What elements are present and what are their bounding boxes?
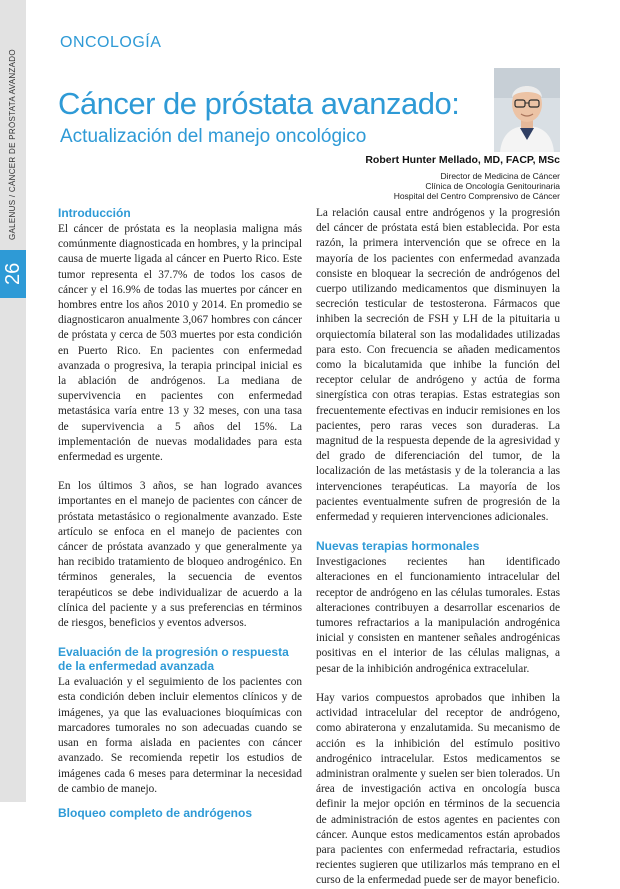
heading-nuevas-terapias: Nuevas terapias hormonales <box>316 539 480 554</box>
paragraph: La relación causal entre andrógenos y la progresión del cáncer de próstata está bien establecida. Por esta razón, la primera intervención que se ofrece en la mayoría de los pacientes con enfermedad avanzada consiste en bloquear la secreción de andrógenos del cuerpo utilizando medicamentos que disminuyen la secreción testicular de testosterona. Fármacos que inhiben la secreción de FSH y LH de la pituitaria u orquiectomía bilateral son las modalidades utilizadas para esto. Con frecuencia se añaden medicamentos como la bicalutamida que inhibe la función del receptor celular de andrógeno y actúa de forma sinergística con otras terapias. Estas estrategias son frecuentemente efectivas en inducir remisiones en los pacientes, pero raras veces son duraderas. La magnitud de la respuesta depende de la agresividad y del grado de diferenciación del tumor, de la localización de las metástasis y de la tolerancia a las intervenciones terapéuticas. La mayoría de los pacientes eventualmente sufren de progresión de la enfermedad y requieren intervenciones adicionales. <box>316 207 560 524</box>
paragraph: Hay varios compuestos aprobados que inhiben la actividad intracelular del receptor de andrógeno, como abiraterona y enzalutamida. Su mecanismo de acción es la inhibición del estímulo positivo androgénico intracelular. Estos medicamentos se administran oralmente y suelen ser bien tolerados. Un área de investigación activa en oncología busca definir la mejor opción en términos de la secuencia de administración de estos agentes en pacientes con cáncer. Aunque estos medicamentos están aprobados para pacientes con enfermedad refractaria, estudios recientes sugieren que utilizarlos más temprano en el curso de la enfermedad puede ser de mayor beneficio. <box>316 691 560 887</box>
author-photo <box>494 68 560 152</box>
author-role: Hospital del Centro Comprensivo de Cáncer <box>393 191 560 201</box>
author-role: Clínica de Oncología Genitourinaria <box>425 181 560 191</box>
heading-bloqueo: Bloqueo completo de andrógenos <box>58 805 253 820</box>
page-number: 26 <box>2 262 24 286</box>
running-header: GALENUS / CÁNCER DE PRÓSTATA AVANZADO <box>8 49 17 240</box>
heading-introduccion: Introducción <box>58 206 131 220</box>
section-label: ONCOLOGÍA <box>60 34 162 51</box>
paragraph: El cáncer de próstata es la neoplasia maligna más comúnmente diagnosticada en hombres, y la principal causa de muerte ligada al cáncer en Puerto Rico. Este tumor representa el 37.7% de todos los casos de cáncer y el 16.9% de todas las muertes por cáncer en hombres entre los años 2010 y 2014. En promedio se diagnosticaron anualmente 3,067 hombres con cáncer de próstata y cerca de 503 muertes por esta condición en Puerto Rico. En pacientes con enfermedad avanzada o progresiva, la terapia principal inicial es la ablación de andrógenos. La mediana de supervivencia en pacientes con enfermedad metastásica varía entre 13 y 32 meses, con una tasa de supervivencia a 5 años del 15%. La implementación de nuevas modalidades para esta enfermedad es urgente. <box>58 223 302 464</box>
author-role: Director de Medicina de Cáncer <box>440 171 560 181</box>
paragraph: La evaluación y el seguimiento de los pacientes con esta condición deben incluir elementos clínicos y de imágenes, ya que las evaluaciones bioquímicas con marcadores tumorales no son adecuadas cuando se usan en forma aislada en pacientes con cáncer avanzado. Se recomienda repetir los estudios de imágenes cada 6 meses para determinar la necesidad de cambio de manejo. <box>58 676 302 795</box>
column-right <box>316 206 560 889</box>
paragraph: En los últimos 3 años, se han logrado avances importantes en el manejo de pacientes con cáncer de próstata metastásico o regionalmente avanzado. Este artículo se enfoca en el manejo de pacientes con cáncer de próstata avanzado y que generalmente ya han recibido tratamiento de bloqueo androgénico. En términos generales, la secuencia de eventos terapéuticos se debe individualizar de acuerdo a la clínica del paciente y a sus preferencias en términos de riesgos, beneficios y eventos adversos. <box>58 480 302 630</box>
article-title: Cáncer de próstata avanzado: <box>58 86 460 121</box>
paragraph: Investigaciones recientes han identificado alteraciones en el funcionamiento intracelular del receptor de andrógeno en las células tumorales. Estas alteraciones contribuyen a desarrollar escenarios de tumores refractarios a la manipulación androgénica inicial y consisten en mantener señales androgénicas positivas en el interior de las células malignas, a pesar de la inhibición androgénica extracelular. <box>316 556 560 675</box>
author-portrait-illustration <box>494 68 560 152</box>
author-name: Robert Hunter Mellado, MD, FACP, MSc <box>365 154 560 166</box>
article-subtitle: Actualización del manejo oncológico <box>60 126 367 147</box>
column-left <box>58 206 302 822</box>
heading-evaluacion: Evaluación de la progresión o respuesta de la enfermedad avanzada <box>58 645 289 674</box>
